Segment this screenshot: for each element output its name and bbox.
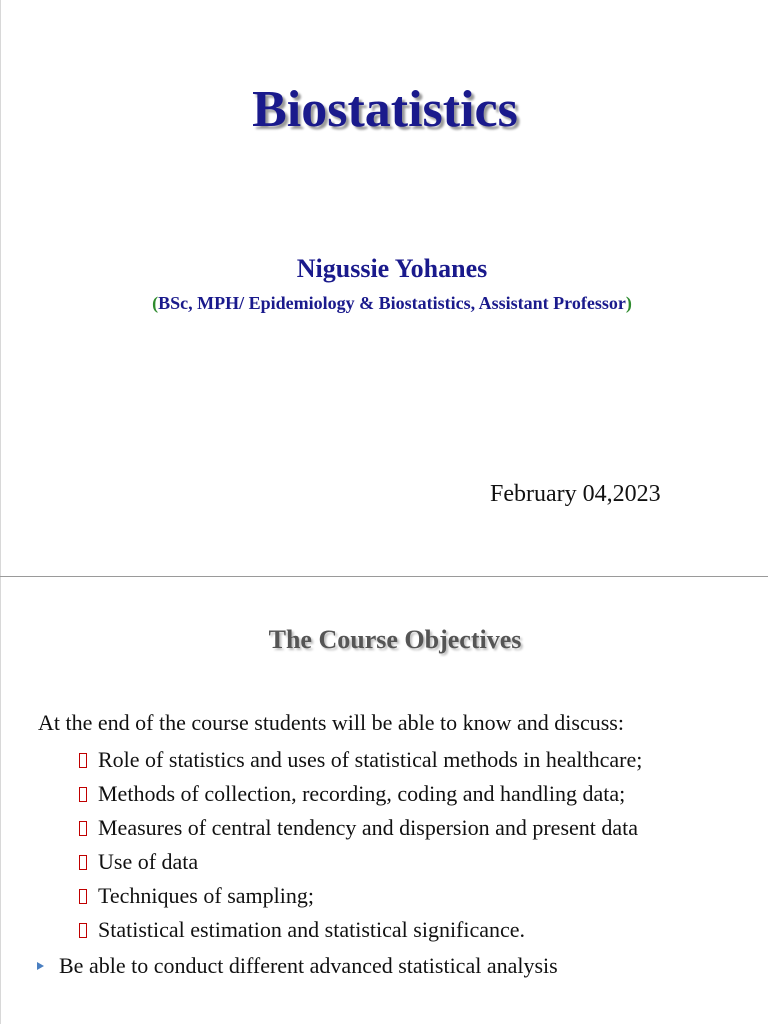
square-outline-icon xyxy=(79,855,87,870)
credentials-close-paren: ) xyxy=(625,293,632,313)
square-outline-icon xyxy=(79,889,87,904)
objectives-title: The Course Objectives xyxy=(268,625,522,654)
list-item: Statistical estimation and statistical significance. xyxy=(79,913,642,947)
square-outline-icon xyxy=(79,821,87,836)
square-outline-icon xyxy=(79,753,87,768)
list-item: Measures of central tendency and dispersion and present data xyxy=(79,811,642,845)
final-objective: Be able to conduct different advanced statistical analysis xyxy=(37,951,558,981)
credentials-open-paren: ( xyxy=(152,293,159,313)
list-item: Methods of collection, recording, coding and handling data; xyxy=(79,777,642,811)
square-outline-icon xyxy=(79,923,87,938)
presentation-date: February 04,2023 xyxy=(490,481,661,507)
slide-title: Biostatistics xyxy=(252,81,518,138)
objectives-slide xyxy=(0,577,768,1024)
objectives-list xyxy=(79,743,642,947)
author-name: Nigussie Yohanes xyxy=(296,254,488,283)
author-credentials xyxy=(1,290,768,316)
triangle-right-icon xyxy=(37,962,44,970)
square-outline-icon xyxy=(79,787,87,802)
objectives-intro: At the end of the course students will be able to know and discuss: xyxy=(38,710,624,735)
list-item: Use of data xyxy=(79,845,642,879)
credentials-text: BSc, MPH/ Epidemiology & Biostatistics, Assistant Professor xyxy=(158,293,626,313)
list-item: Techniques of sampling; xyxy=(79,879,642,913)
list-item: Role of statistics and uses of statistical methods in healthcare; xyxy=(79,743,642,777)
